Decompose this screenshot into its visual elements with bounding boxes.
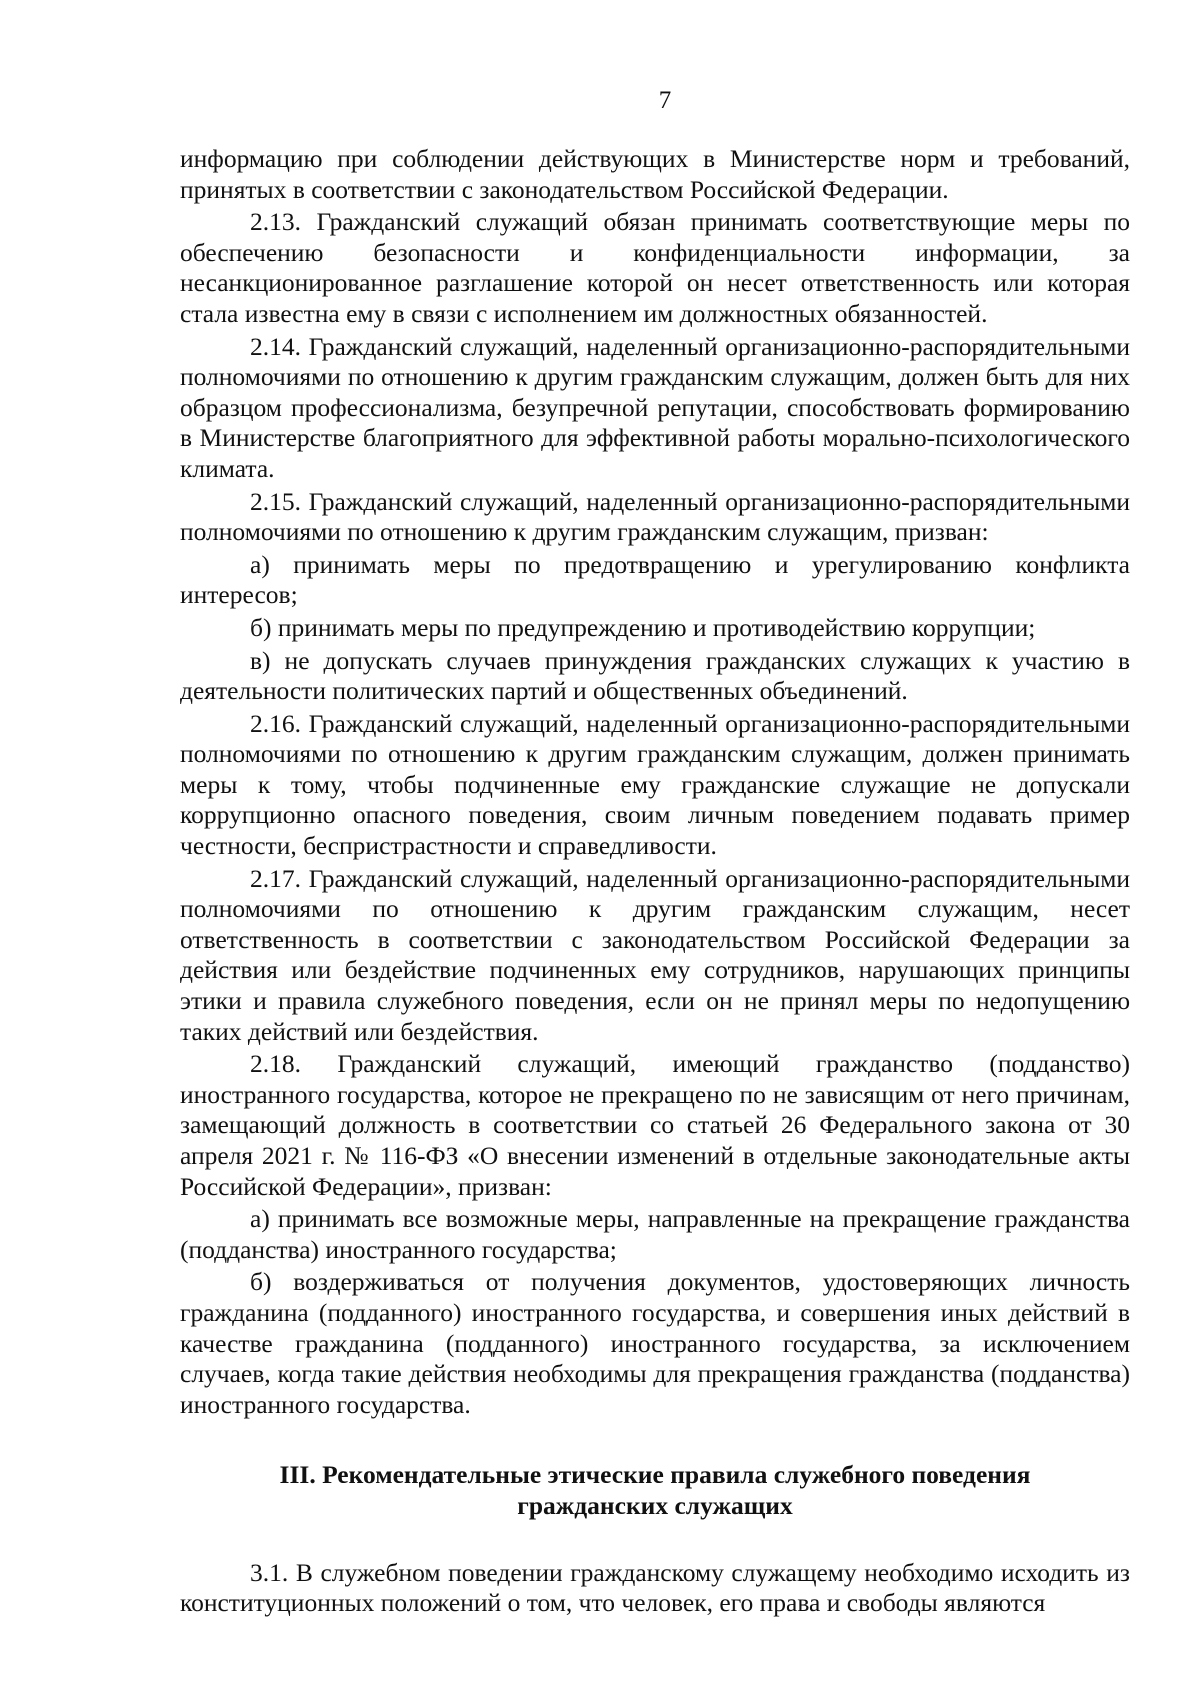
paragraph-2-13: 2.13. Гражданский служащий обязан принимать соответствующие меры по обеспечению безопасности и конфиденциальности информации, за несанкционированное разглашение которой он несет ответственность или которая стала известна ему в связи с исполнением им должностных обязанностей.	[180, 207, 1130, 328]
paragraph-2-17: 2.17. Гражданский служащий, наделенный организационно-распорядительными полномочиями по отношению к другим гражданским служащим, несет ответственность в соответствии с законодательством Российской Федерации за действия или бездействие подчиненных ему сотрудников, нарушающих принципы этики и правила служебного поведения, если он не принял меры по недопущению таких действий или бездействия.	[180, 863, 1130, 1046]
list-item-2-15-b: б) принимать меры по предупреждению и противодействию коррупции;	[250, 612, 1036, 642]
list-item-2-15-v: в) не допускать случаев принуждения гражданских служащих к участию в деятельности политических партий и общественных объединений.	[180, 645, 1130, 706]
list-item-2-18-b: б) воздерживаться от получения документов, удостоверяющих личность гражданина (подданного) иностранного государства, и совершения иных действий в качестве гражданина (подданного) иностранного государства, за исключением случаев, когда такие действия необходимы для прекращения гражданства (подданства) иностранного государства.	[180, 1267, 1130, 1419]
list-item-2-18-a: а) принимать все возможные меры, направленные на прекращение гражданства (подданства) иностранного государства;	[180, 1204, 1130, 1264]
paragraph-2-18: 2.18. Гражданский служащий, имеющий гражданство (подданство) иностранного государства, которое не прекращено по не зависящим от него причинам, замещающий должность в соответствии со статьей 26 Федерального закона от 30 апреля 2021 г. № 116-ФЗ «О внесении изменений в отдельные законодательные акты Российской Федерации», призван:	[180, 1049, 1130, 1201]
section-title: III. Рекомендательные этические правила служебного поведения гражданских служащих	[279, 1460, 1031, 1520]
page-number: 7	[658, 87, 672, 114]
paragraph-continuation: информацию при соблюдении действующих в Министерстве норм и требований, принятых в соответствии с законодательством Российской Федерации.	[180, 144, 1130, 204]
document-body	[180, 144, 1130, 1619]
paragraph-2-15: 2.15. Гражданский служащий, наделенный организационно-распорядительными полномочиями по отношению к другим гражданским служащим, призван:	[180, 486, 1130, 547]
paragraph-3-1: 3.1. В служебном поведении гражданскому служащему необходимо исходить из конституционных положений о том, что человек, его права и свободы являются	[180, 1557, 1130, 1618]
paragraph-2-16: 2.16. Гражданский служащий, наделенный организационно-распорядительными полномочиями по отношению к другим гражданским служащим, должен принимать меры к тому, чтобы подчиненные ему гражданские служащие не допускали коррупционно опасного поведения, своим личным поведением подавать пример честности, беспристрастности и справедливости.	[180, 708, 1130, 861]
paragraph-2-14: 2.14. Гражданский служащий, наделенный организационно-распорядительными полномочиями по отношению к другим гражданским служащим, должен быть для них образцом профессионализма, безупречной репутации, способствовать формированию в Министерстве благоприятного для эффективной работы морально-психологического климата.	[180, 331, 1130, 483]
list-item-2-15-a: а) принимать меры по предотвращению и урегулированию конфликта интересов;	[180, 549, 1130, 610]
